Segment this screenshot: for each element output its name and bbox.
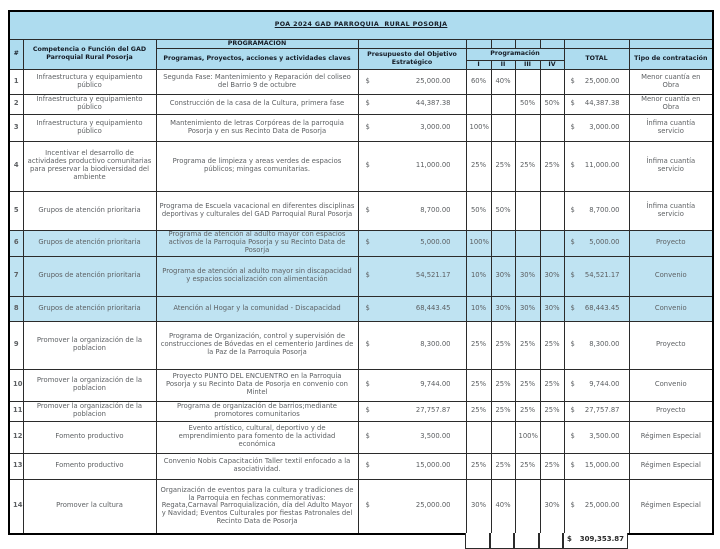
competencia-cell: Fomento productivo	[23, 453, 156, 479]
presupuesto-amount: 9,744.00	[420, 380, 451, 389]
q1-cell: 10%	[466, 256, 491, 296]
q1-cell: 25%	[466, 453, 491, 479]
col-header-q3: III	[515, 60, 540, 69]
currency-symbol: $	[570, 99, 575, 108]
header-spacer-cell	[358, 39, 466, 48]
q2-cell: 25%	[491, 141, 515, 191]
competencia-cell: Promover la organización de la poblacion	[23, 401, 156, 421]
header-spacer-cell	[540, 39, 564, 48]
total-amount: 8,700.00	[589, 205, 620, 214]
tipo-cell: Convenio	[629, 256, 713, 296]
presupuesto-amount: 27,757.87	[415, 406, 451, 415]
header-spacer-cell	[515, 39, 540, 48]
total-cell	[564, 453, 629, 479]
grand-total-q1-cell	[465, 533, 490, 549]
programa-cell: Convenio Nobis Capacitación Taller textil enfocado a la asociatividad.	[156, 453, 358, 479]
total-cell	[564, 369, 629, 401]
presupuesto-amount: 25,000.00	[415, 501, 451, 510]
total-amount: 8,300.00	[589, 340, 620, 349]
total-cell	[564, 421, 629, 453]
programa-cell: Programa de Organización, control y supervisión de construcciones de Bóvedas en el cementerio Jardines de la Paz de la Parroquia Posorja	[156, 321, 358, 369]
q4-cell: 25%	[540, 141, 564, 191]
q3-cell: 50%	[515, 94, 540, 114]
table-row	[9, 369, 713, 401]
page-title: POA 2024 GAD PARROQUIA RURAL POSORJA	[9, 11, 713, 39]
competencia-cell: Incentivar el desarrollo de actividades productivo comunitarias para preservar la biodiversidad del ambiente	[23, 141, 156, 191]
competencia-cell: Infraestructura y equipamiento público	[23, 114, 156, 141]
competencia-cell: Promover la cultura	[23, 479, 156, 534]
currency-symbol: $	[365, 461, 370, 470]
row-number: 7	[9, 256, 23, 296]
total-cell	[564, 296, 629, 321]
q1-cell: 10%	[466, 296, 491, 321]
header-spacer-cell	[466, 39, 491, 48]
tipo-cell: Ínfima cuantía servicio	[629, 191, 713, 230]
total-amount: 3,500.00	[589, 432, 620, 441]
programa-cell: Proyecto PUNTO DEL ENCUENTRO en la Parroquia Posorja y su Recinto Data de Posorja en convenio con Mintel	[156, 369, 358, 401]
currency-symbol: $	[365, 303, 370, 312]
q2-cell: 25%	[491, 401, 515, 421]
currency-symbol: $	[365, 122, 370, 131]
q1-cell	[466, 421, 491, 453]
presupuesto-cell	[358, 296, 466, 321]
competencia-cell: Promover la organización de la poblacion	[23, 321, 156, 369]
competencia-cell: Fomento productivo	[23, 421, 156, 453]
grand-total-cell	[563, 533, 628, 549]
q2-cell: 30%	[491, 296, 515, 321]
programa-cell: Atención al Hogar y la comunidad - Discapacidad	[156, 296, 358, 321]
grand-total-q2-cell	[490, 533, 514, 549]
currency-symbol: $	[570, 340, 575, 349]
q3-cell	[515, 479, 540, 534]
q3-cell: 25%	[515, 401, 540, 421]
presupuesto-cell	[358, 401, 466, 421]
currency-symbol: $	[365, 432, 370, 441]
q2-cell: 50%	[491, 191, 515, 230]
currency-symbol: $	[570, 432, 575, 441]
q3-cell: 25%	[515, 369, 540, 401]
currency-symbol: $	[365, 406, 370, 415]
currency-symbol: $	[570, 205, 575, 214]
q2-cell: 40%	[491, 69, 515, 94]
currency-symbol: $	[365, 501, 370, 510]
programa-cell: Segunda Fase: Mantenimiento y Reparación del coliseo del Barrio 9 de octubre	[156, 69, 358, 94]
row-number: 14	[9, 479, 23, 534]
col-header-q1: I	[466, 60, 491, 69]
q1-cell: 100%	[466, 114, 491, 141]
total-amount: 9,744.00	[589, 380, 620, 389]
total-cell	[564, 230, 629, 256]
table-row	[9, 141, 713, 191]
presupuesto-amount: 8,300.00	[420, 340, 451, 349]
table-row	[9, 94, 713, 114]
table-row	[9, 421, 713, 453]
q4-cell: 30%	[540, 479, 564, 534]
presupuesto-cell	[358, 191, 466, 230]
total-cell	[564, 256, 629, 296]
tipo-cell: Régimen Especial	[629, 421, 713, 453]
tipo-cell: Ínfima cuantía servicio	[629, 141, 713, 191]
total-amount: 15,000.00	[584, 461, 620, 470]
presupuesto-cell	[358, 141, 466, 191]
tipo-cell: Régimen Especial	[629, 453, 713, 479]
competencia-cell: Grupos de atención prioritaria	[23, 256, 156, 296]
total-amount: 68,443.45	[584, 303, 620, 312]
row-number: 2	[9, 94, 23, 114]
currency-symbol: $	[365, 76, 370, 85]
q2-cell	[491, 421, 515, 453]
presupuesto-cell	[358, 453, 466, 479]
total-cell	[564, 191, 629, 230]
poa-document-page	[8, 10, 712, 543]
row-number: 4	[9, 141, 23, 191]
q4-cell: 25%	[540, 453, 564, 479]
q4-cell	[540, 230, 564, 256]
programa-cell: Construcción de la casa de la Cultura, primera fase	[156, 94, 358, 114]
header-spacer-cell	[629, 39, 713, 48]
tipo-cell: Menor cuantía en Obra	[629, 69, 713, 94]
presupuesto-amount: 15,000.00	[415, 461, 451, 470]
total-cell	[564, 401, 629, 421]
currency-symbol: $	[365, 340, 370, 349]
tipo-cell: Proyecto	[629, 321, 713, 369]
tipo-cell: Convenio	[629, 296, 713, 321]
q4-cell: 25%	[540, 369, 564, 401]
q1-cell: 50%	[466, 191, 491, 230]
presupuesto-amount: 25,000.00	[415, 76, 451, 85]
tipo-cell: Menor cuantía en Obra	[629, 94, 713, 114]
tipo-cell: Convenio	[629, 369, 713, 401]
currency-symbol: $	[365, 380, 370, 389]
total-amount: 5,000.00	[589, 238, 620, 247]
q2-cell: 25%	[491, 369, 515, 401]
table-row	[9, 479, 713, 534]
q3-cell: 100%	[515, 421, 540, 453]
total-amount: 25,000.00	[584, 501, 620, 510]
q4-cell	[540, 191, 564, 230]
competencia-cell: Infraestructura y equipamiento público	[23, 69, 156, 94]
q3-cell	[515, 191, 540, 230]
programa-cell: Programa de organización de barrios;mediante promotores comunitarios	[156, 401, 358, 421]
q3-cell: 30%	[515, 256, 540, 296]
row-number: 9	[9, 321, 23, 369]
q3-cell	[515, 230, 540, 256]
currency-symbol: $	[567, 535, 572, 543]
table-row	[9, 401, 713, 421]
total-cell	[564, 479, 629, 534]
currency-symbol: $	[570, 76, 575, 85]
row-number: 6	[9, 230, 23, 256]
total-amount: 54,521.17	[584, 271, 620, 280]
total-cell	[564, 141, 629, 191]
presupuesto-amount: 3,500.00	[420, 432, 451, 441]
q3-cell	[515, 114, 540, 141]
presupuesto-amount: 5,000.00	[420, 238, 451, 247]
col-header-competencia: Competencia o Función del GAD Parroquial Rural Posorja	[23, 39, 156, 69]
q2-cell	[491, 230, 515, 256]
total-amount: 25,000.00	[584, 76, 620, 85]
row-number: 13	[9, 453, 23, 479]
programa-cell: Programa de atención al adulto mayor con espacios activos de la Parroquia Posorja y su Recinto Data de Posorja	[156, 230, 358, 256]
currency-symbol: $	[570, 238, 575, 247]
grand-total-amount: 309,353.87	[579, 535, 624, 543]
q4-cell: 25%	[540, 401, 564, 421]
col-header-total: TOTAL	[564, 48, 629, 69]
col-header-num: #	[9, 39, 23, 69]
q2-cell: 30%	[491, 256, 515, 296]
programa-cell: Programa de Escuela vacacional en diferentes disciplinas deportivas y culturales del GAD Parroquial Rural Posorja	[156, 191, 358, 230]
programa-cell: Programa de atención al adulto mayor sin discapacidad y espacios socialización con alimentación	[156, 256, 358, 296]
presupuesto-amount: 68,443.45	[415, 303, 451, 312]
q4-cell	[540, 114, 564, 141]
q4-cell: 30%	[540, 256, 564, 296]
programa-cell: Evento artístico, cultural, deportivo y de emprendimiento para fomento de la actividad económica	[156, 421, 358, 453]
total-cell	[564, 114, 629, 141]
presupuesto-amount: 44,387.38	[415, 99, 451, 108]
programa-cell: Programa de limpieza y areas verdes de espacios públicos; mingas comunitarias.	[156, 141, 358, 191]
presupuesto-cell	[358, 479, 466, 534]
row-number: 5	[9, 191, 23, 230]
q4-cell	[540, 69, 564, 94]
currency-symbol: $	[570, 122, 575, 131]
total-cell	[564, 69, 629, 94]
currency-symbol: $	[570, 303, 575, 312]
grand-total-q4-cell	[539, 533, 563, 549]
currency-symbol: $	[365, 238, 370, 247]
col-header-programacion-group: PROGRAMACIÓN	[156, 39, 358, 48]
poa-table	[8, 10, 714, 535]
table-row	[9, 230, 713, 256]
table-row	[9, 321, 713, 369]
presupuesto-cell	[358, 421, 466, 453]
currency-symbol: $	[570, 161, 575, 170]
presupuesto-cell	[358, 69, 466, 94]
competencia-cell: Grupos de atención prioritaria	[23, 191, 156, 230]
currency-symbol: $	[570, 406, 575, 415]
q1-cell	[466, 94, 491, 114]
total-amount: 27,757.87	[584, 406, 620, 415]
total-amount: 3,000.00	[589, 122, 620, 131]
col-header-q2: II	[491, 60, 515, 69]
currency-symbol: $	[365, 161, 370, 170]
q4-cell	[540, 421, 564, 453]
competencia-cell: Grupos de atención prioritaria	[23, 230, 156, 256]
programa-cell: Mantenimiento de letras Corpóreas de la parroquia Posorja y en sus Recinto Data de Posorja	[156, 114, 358, 141]
q1-cell: 60%	[466, 69, 491, 94]
presupuesto-amount: 11,000.00	[415, 161, 451, 170]
competencia-cell: Infraestructura y equipamiento público	[23, 94, 156, 114]
header-row-top	[9, 39, 713, 48]
q4-cell: 50%	[540, 94, 564, 114]
q2-cell	[491, 114, 515, 141]
col-header-q4: IV	[540, 60, 564, 69]
currency-symbol: $	[570, 501, 575, 510]
presupuesto-amount: 54,521.17	[415, 271, 451, 280]
currency-symbol: $	[570, 271, 575, 280]
currency-symbol: $	[365, 205, 370, 214]
q1-cell: 100%	[466, 230, 491, 256]
tipo-cell: Proyecto	[629, 401, 713, 421]
presupuesto-cell	[358, 114, 466, 141]
total-cell	[564, 321, 629, 369]
row-number: 3	[9, 114, 23, 141]
q3-cell: 30%	[515, 296, 540, 321]
presupuesto-cell	[358, 256, 466, 296]
q1-cell: 25%	[466, 321, 491, 369]
col-header-programacion: Programación	[466, 48, 564, 60]
q1-cell: 25%	[466, 141, 491, 191]
q4-cell: 25%	[540, 321, 564, 369]
table-row	[9, 191, 713, 230]
q1-cell: 25%	[466, 369, 491, 401]
presupuesto-cell	[358, 369, 466, 401]
currency-symbol: $	[570, 461, 575, 470]
grand-total-row	[465, 533, 628, 549]
competencia-cell: Grupos de atención prioritaria	[23, 296, 156, 321]
currency-symbol: $	[570, 380, 575, 389]
row-number: 8	[9, 296, 23, 321]
table-row	[9, 256, 713, 296]
total-amount: 44,387.38	[584, 99, 620, 108]
header-spacer-cell	[564, 39, 629, 48]
total-cell	[564, 94, 629, 114]
presupuesto-amount: 8,700.00	[420, 205, 451, 214]
col-header-tipo: Tipo de contratación	[629, 48, 713, 69]
header-spacer-cell	[491, 39, 515, 48]
presupuesto-cell	[358, 94, 466, 114]
row-number: 1	[9, 69, 23, 94]
q3-cell: 25%	[515, 453, 540, 479]
table-row	[9, 114, 713, 141]
currency-symbol: $	[365, 99, 370, 108]
table-row	[9, 296, 713, 321]
row-number: 12	[9, 421, 23, 453]
q2-cell: 25%	[491, 453, 515, 479]
total-amount: 11,000.00	[584, 161, 620, 170]
q3-cell: 25%	[515, 141, 540, 191]
programa-cell: Organización de eventos para la cultura y tradiciones de la Parroquia en fechas conmemorativas: Regata,Carnaval Parroquialización, día del Adulto Mayor y Navidad; Eventos Culturales por fiestas Patronales del Recinto Data de Posorja	[156, 479, 358, 534]
q1-cell: 25%	[466, 401, 491, 421]
col-header-presupuesto: Presupuesto del Objetivo Estratégico	[358, 48, 466, 69]
table-row	[9, 69, 713, 94]
col-header-programas: Programas, Proyectos, acciones y actividades claves	[156, 48, 358, 69]
q2-cell: 40%	[491, 479, 515, 534]
row-number: 11	[9, 401, 23, 421]
currency-symbol: $	[365, 271, 370, 280]
presupuesto-cell	[358, 230, 466, 256]
tipo-cell: Proyecto	[629, 230, 713, 256]
tipo-cell: Ínfima cuantía servicio	[629, 114, 713, 141]
presupuesto-amount: 3,000.00	[420, 122, 451, 131]
q2-cell	[491, 94, 515, 114]
q2-cell: 25%	[491, 321, 515, 369]
competencia-cell: Promover la organización de la poblacion	[23, 369, 156, 401]
table-row	[9, 453, 713, 479]
title-row	[9, 11, 713, 39]
q3-cell	[515, 69, 540, 94]
presupuesto-cell	[358, 321, 466, 369]
q4-cell: 30%	[540, 296, 564, 321]
grand-total-q3-cell	[514, 533, 539, 549]
row-number: 10	[9, 369, 23, 401]
tipo-cell: Régimen Especial	[629, 479, 713, 534]
q3-cell: 25%	[515, 321, 540, 369]
q1-cell: 30%	[466, 479, 491, 534]
